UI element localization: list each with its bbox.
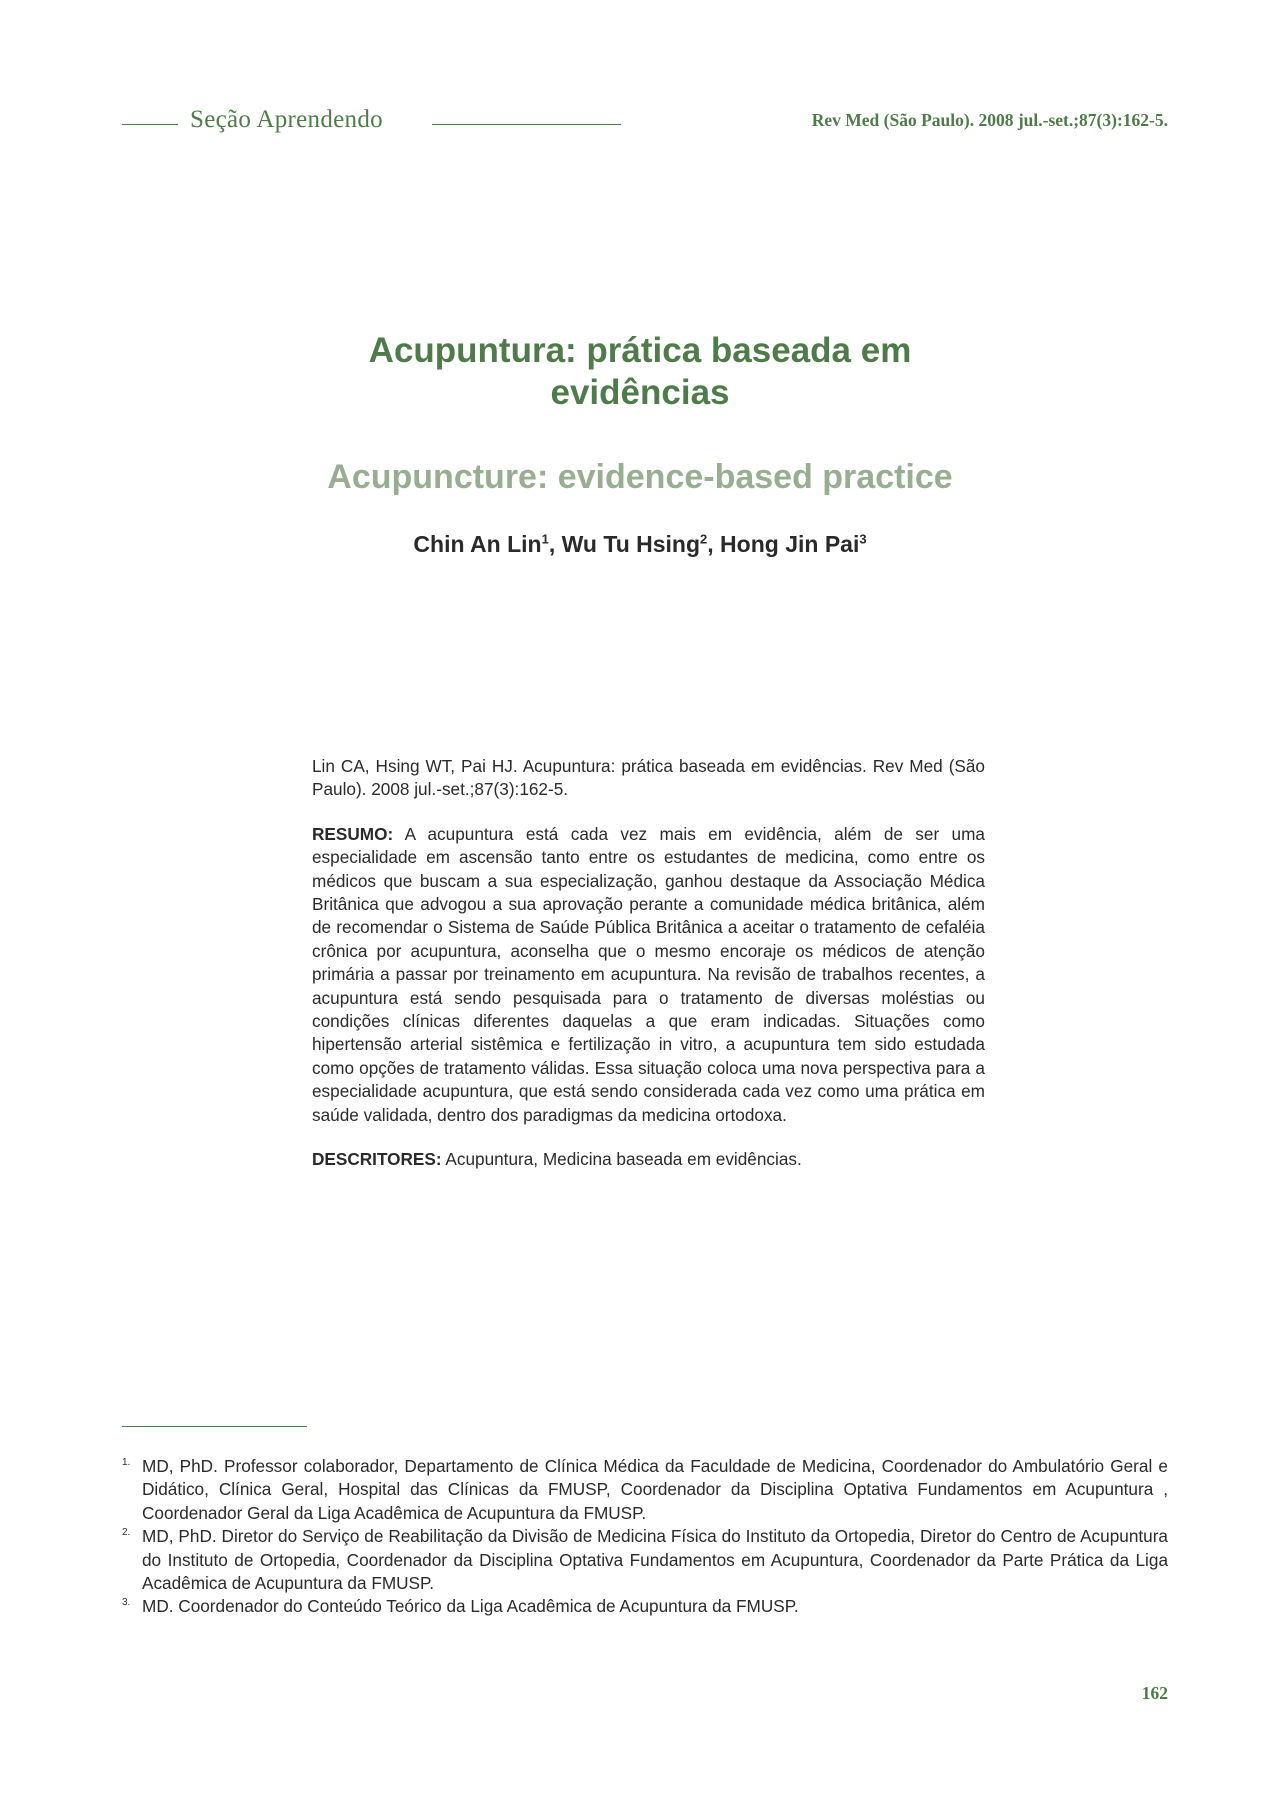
author-name: Chin An Lin [413,531,542,557]
footnote-number: 3. [122,1597,131,1609]
footnote-text: MD, PhD. Diretor do Serviço de Reabilitação da Divisão de Medicina Física do Instituto da Ortopedia, Diretor do Centro de Acupuntura do Instituto de Ortopedia, Coordenador da Disciplina Optativa Fundamentos em Acupuntura, Coordenador da Parte Prática da Liga Acadêmica de Acupuntura da FMUSP. [142,1526,1168,1594]
descritores-paragraph [312,1148,985,1171]
section-rule-right [432,124,621,125]
citation: Lin CA, Hsing WT, Pai HJ. Acupuntura: prática baseada em evidências. Rev Med (São Paulo). 2008 jul.-set.;87(3):162-5. [312,756,985,800]
footnote [122,1455,1168,1525]
resumo-text: A acupuntura está cada vez mais em evidência, além de ser uma especialidade em ascensão tanto entre os estudantes de medicina, como entre os médicos que buscam a sua especialização, ganhou destaque da Associação Médica Britânica que advogou a sua aprovação perante a comunidade médica britânica, além de recomendar o Sistema de Saúde Pública Britânica a aceitar o tratamento de cefaléia crônica por acupuntura, aconselha que o mesmo encoraje os médicos de atenção primária a passar por treinamento em acupuntura. Na revisão de trabalhos recentes, a acupuntura está sendo pesquisada para o tratamento de diversas moléstias ou condições clínicas diferentes daquelas a que eram indicadas. Situações como hipertensão arterial sistêmica e fertilização in vitro, a acupuntura tem sido estudada como opções de tratamento válidas. Essa situação coloca uma nova perspectiva para a especialidade acupuntura, que está sendo considerada cada vez como uma prática em saúde validada, dentro dos paradigmas da medicina ortodoxa. [312,823,985,1125]
author-name: Hong Jin Pai [720,531,860,557]
author-name: Wu Tu Hsing [561,531,701,557]
footnote [122,1525,1168,1595]
abstract-block [312,755,985,1172]
descritores-label: DESCRITORES: [312,1149,442,1170]
footnote-number: 2. [122,1527,131,1539]
authors-line [0,528,1280,560]
author-separator: , [548,531,562,557]
footnote-text: MD, PhD. Professor colaborador, Departamento de Clínica Médica da Faculdade de Medicina, Coordenador do Ambulatório Geral e Didático, Clínica Geral, Hospital das Clínicas da FMUSP, Coordenador da Disciplina Optativa Fundamentos em Acupuntura , Coordenador Geral da Liga Acadêmica de Acupuntura da FMUSP. [142,1456,1168,1523]
page-header [122,102,1168,142]
author-separator: , [707,531,721,557]
resumo-paragraph [312,823,985,1127]
journal-reference: Rev Med (São Paulo). 2008 jul.-set.;87(3):162-5. [811,110,1168,130]
page-number: 162 [1141,1683,1168,1703]
footnote-text: MD. Coordenador do Conteúdo Teórico da Liga Acadêmica de Acupuntura da FMUSP. [142,1596,799,1617]
descritores-text: Acupuntura, Medicina baseada em evidências. [441,1149,802,1170]
footnote-number: 1. [122,1457,131,1468]
section-label: Seção Aprendendo [190,106,383,133]
author-affiliation-mark: 1 [541,531,549,547]
title-english: Acupuncture: evidence-based practice [327,458,953,496]
author-affiliation-mark: 2 [700,531,708,547]
title-portuguese-line-1: Acupuntura: prática baseada em [368,331,912,370]
footnote-rule [122,1426,307,1427]
section-rule-left [122,124,178,125]
title-portuguese-line-2: evidências [550,373,730,412]
footnote [122,1595,1168,1618]
author-affiliation-mark: 3 [859,531,867,547]
title-portuguese [0,330,1280,414]
footnotes [122,1455,1168,1619]
resumo-label: RESUMO: [312,823,394,844]
